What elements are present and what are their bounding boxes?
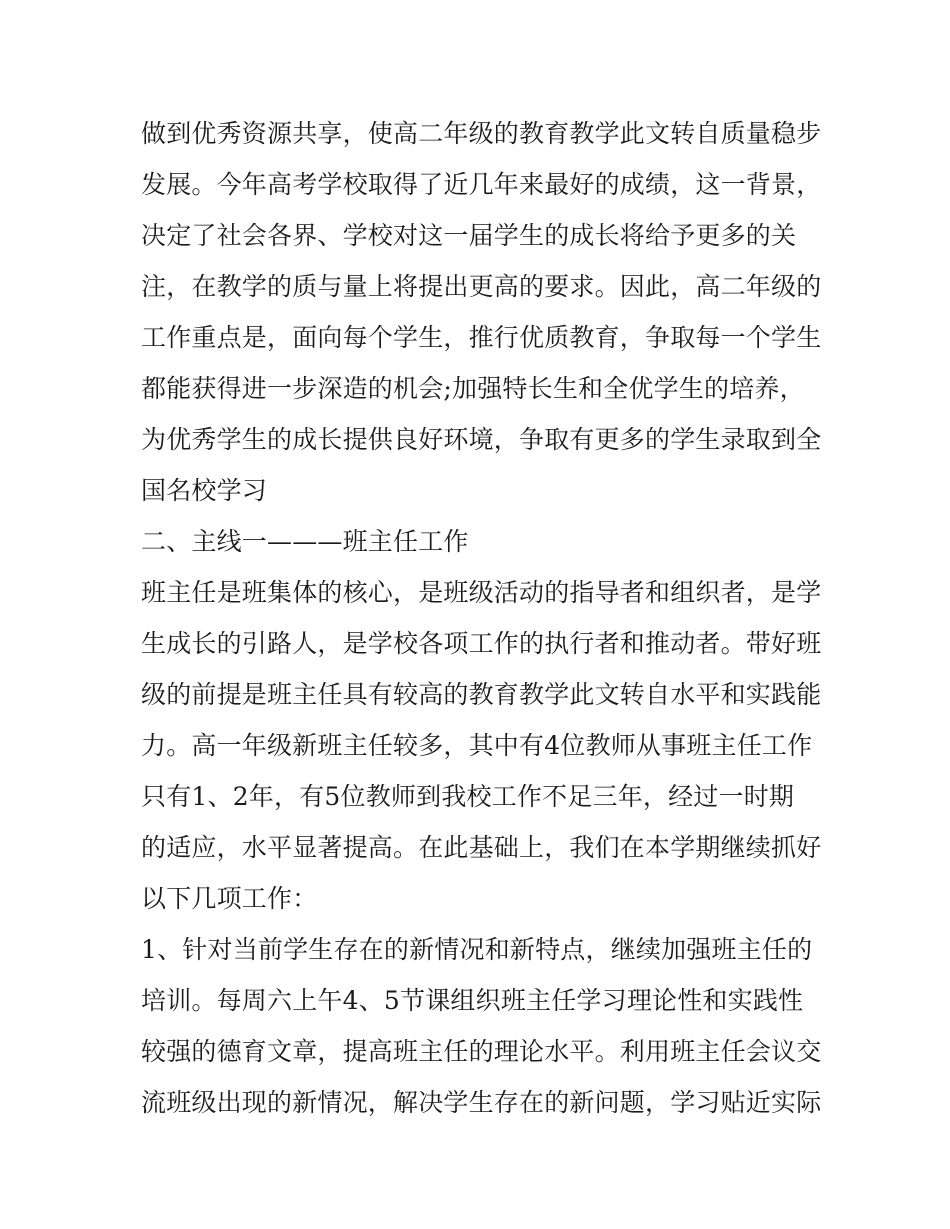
- list-item-line: 培训。每周六上午4、5节课组织班主任学习理论性和实践性: [141, 986, 804, 1015]
- list-item-line: 较强的德育文章，提高班主任的理论水平。利用班主任会议交: [141, 1037, 822, 1066]
- list-item-line: 流班级出现的新情况，解决学生存在的新问题，学习贴近实际: [141, 1088, 822, 1117]
- document-body: [141, 108, 821, 1128]
- paragraph-line: 的适应，水平显著提高。在此基础上，我们在本学期继续抓好: [141, 833, 822, 862]
- paragraph-line: 班主任是班集体的核心，是班级活动的指导者和组织者，是学: [141, 578, 822, 607]
- paragraph-line: 注，在教学的质与量上将提出更高的要求。因此，高二年级的: [141, 272, 822, 301]
- paragraph-line: 工作重点是，面向每个学生，推行优质教育，争取每一个学生: [141, 323, 822, 352]
- paragraph-line: 级的前提是班主任具有较高的教育教学此文转自水平和实践能: [141, 680, 822, 709]
- paragraph-line: 为优秀学生的成长提供良好环境，争取有更多的学生录取到全: [141, 425, 822, 454]
- paragraph-line: 生成长的引路人，是学校各项工作的执行者和推动者。带好班: [141, 629, 822, 658]
- paragraph-line: 以下几项工作：: [141, 884, 318, 913]
- paragraph-line: 只有1、2年，有5位教师到我校工作不足三年，经过一时期: [141, 782, 795, 811]
- paragraph-line: 国名校学习: [141, 476, 268, 505]
- paragraph-line: 决定了社会各界、学校对这一届学生的成长将给予更多的关: [141, 221, 797, 250]
- paragraph-line: 做到优秀资源共享，使高二年级的教育教学此文转自质量稳步: [141, 119, 822, 148]
- list-item-line: 1、针对当前学生存在的新情况和新特点，继续加强班主任的: [141, 935, 813, 964]
- section-heading: 二、主线一———班主任工作: [141, 527, 469, 556]
- paragraph-line: 发展。今年高考学校取得了近几年来最好的成绩，这一背景，: [141, 170, 822, 199]
- paragraph-line: 力。高一年级新班主任较多，其中有4位教师从事班主任工作: [141, 731, 813, 760]
- paragraph-line: 都能获得进一步深造的机会;加强特长生和全优学生的培养，: [141, 374, 805, 403]
